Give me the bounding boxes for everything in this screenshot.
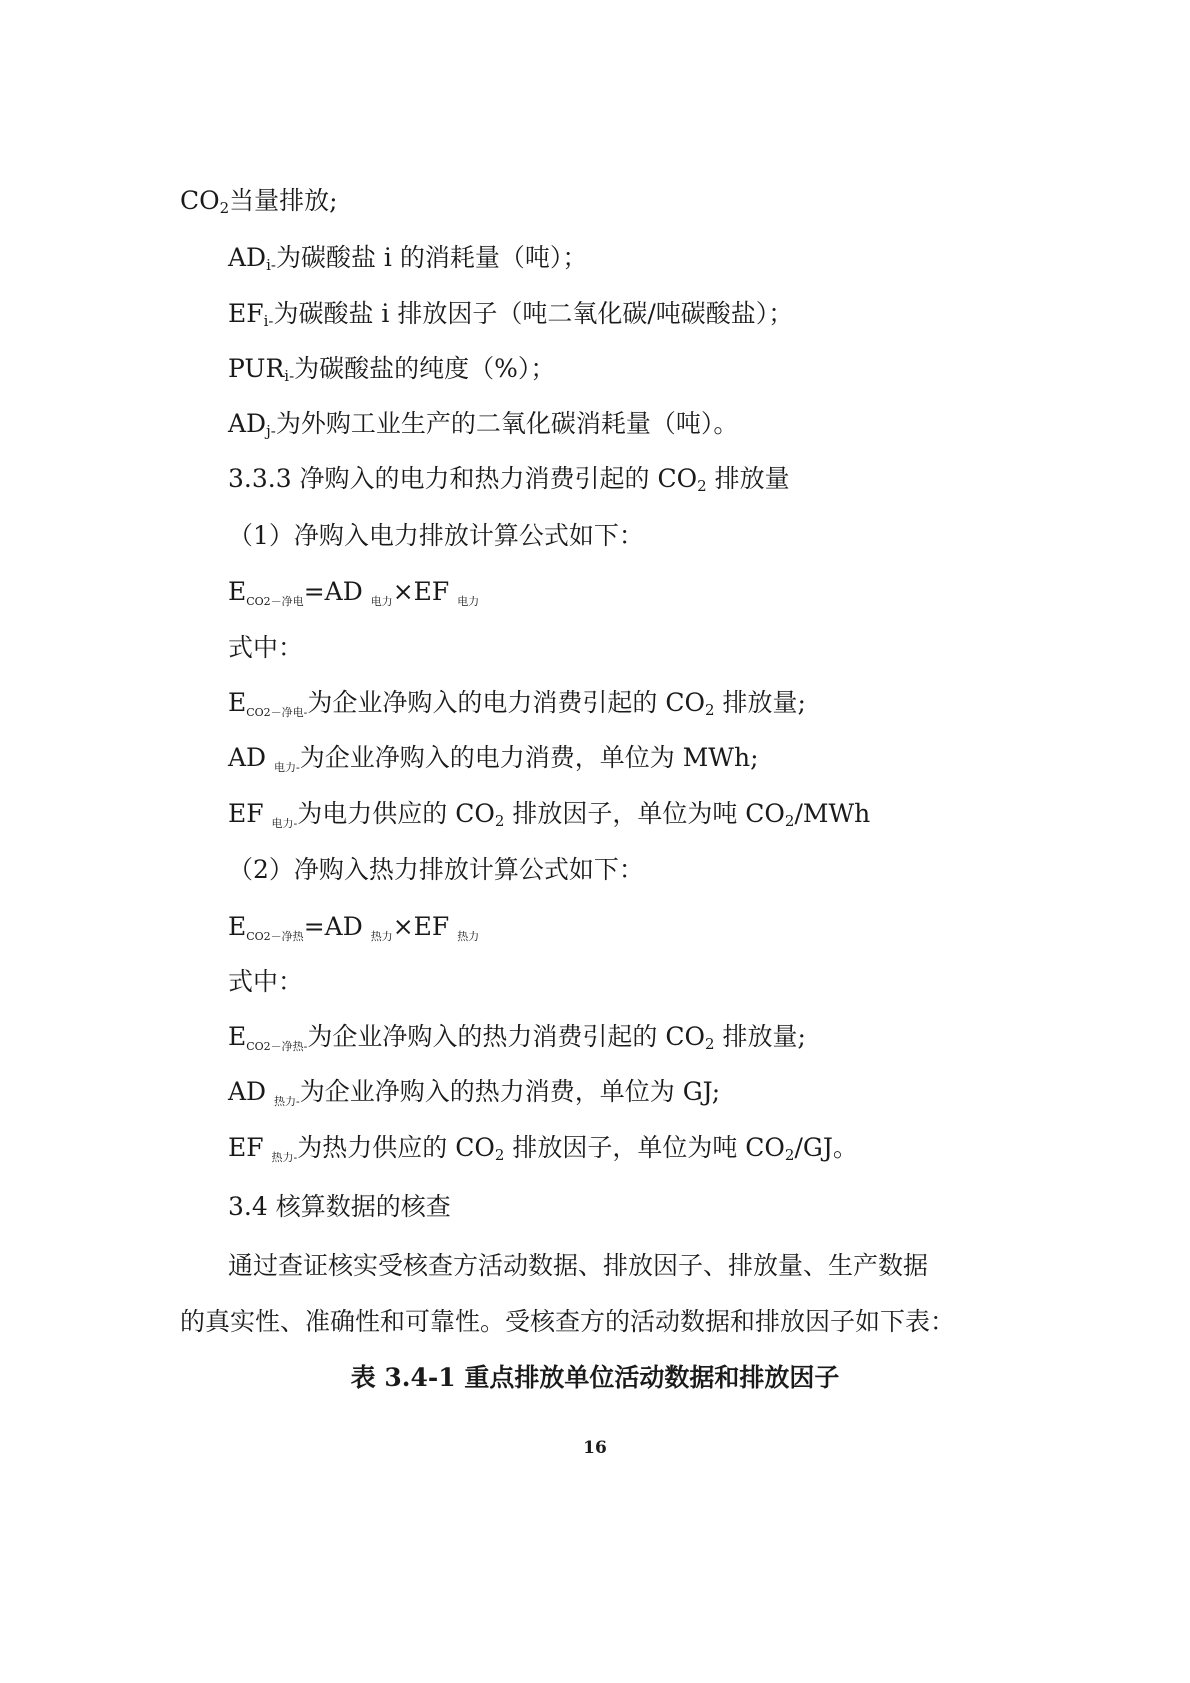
section-heading-3-3-3: 3.3.3 净购入的电力和热力消费引起的 $CO_2$ 排放量 xyxy=(228,464,790,495)
formula-intro: （2）净购入热力排放计算公式如下： xyxy=(228,855,644,884)
page-number: 16 xyxy=(583,1438,607,1458)
formula-intro: （1）净购入电力排放计算公式如下： xyxy=(228,521,644,550)
where-label: 式中： xyxy=(228,633,304,662)
definition-line: $AD_{j-}$为外购工业生产的二氧化碳消耗量（吨）。 xyxy=(228,409,739,440)
section-heading-3-4: 3.4 核算数据的核查 xyxy=(228,1192,451,1221)
definition-line: $EF_{i-}$为碳酸盐 i 排放因子（吨二氧化碳/吨碳酸盐）； xyxy=(228,299,794,330)
paragraph-line: 通过查证核实受核查方活动数据、排放因子、排放量、生产数据 xyxy=(228,1251,929,1280)
table-caption: 表 3.4-1 重点排放单位活动数据和排放因子 xyxy=(350,1363,840,1392)
paragraph-line: 的真实性、准确性和可靠性。受核查方的活动数据和排放因子如下表： xyxy=(180,1307,956,1336)
definition-line: $E_{CO2-净热-}$为企业净购入的热力消费引起的 $CO_2$ 排放量; xyxy=(228,1022,806,1053)
definition-line: AD $_{电力-}$为企业净购入的电力消费，单位为 MWh; xyxy=(228,743,759,774)
definition-line: $AD_{i-}$为碳酸盐 i 的消耗量（吨）； xyxy=(228,243,588,274)
definition-line: $E_{CO2-净电-}$为企业净购入的电力消费引起的 $CO_2$ 排放量; xyxy=(228,688,806,719)
definition-line: EF $_{电力-}$为电力供应的 $CO_2$ 排放因子，单位为吨 $CO_2$/MWh xyxy=(228,799,871,830)
definition-line: AD $_{热力-}$为企业净购入的热力消费，单位为 GJ; xyxy=(228,1077,721,1108)
text-line: $CO_2$当量排放; xyxy=(180,186,338,217)
formula-electricity: $E_{CO2-净电}=AD$ $_{电力}$×EF $_{电力}$ xyxy=(228,577,480,608)
formula-heat: $E_{CO2-净热}=AD$ $_{热力}$×EF $_{热力}$ xyxy=(228,912,480,943)
definition-line: EF $_{热力-}$为热力供应的 $CO_2$ 排放因子，单位为吨 $CO_2/GJ$。 xyxy=(228,1133,858,1164)
definition-line: $PUR_{i-}$为碳酸盐的纯度（%）； xyxy=(228,354,556,385)
where-label: 式中： xyxy=(228,967,304,996)
